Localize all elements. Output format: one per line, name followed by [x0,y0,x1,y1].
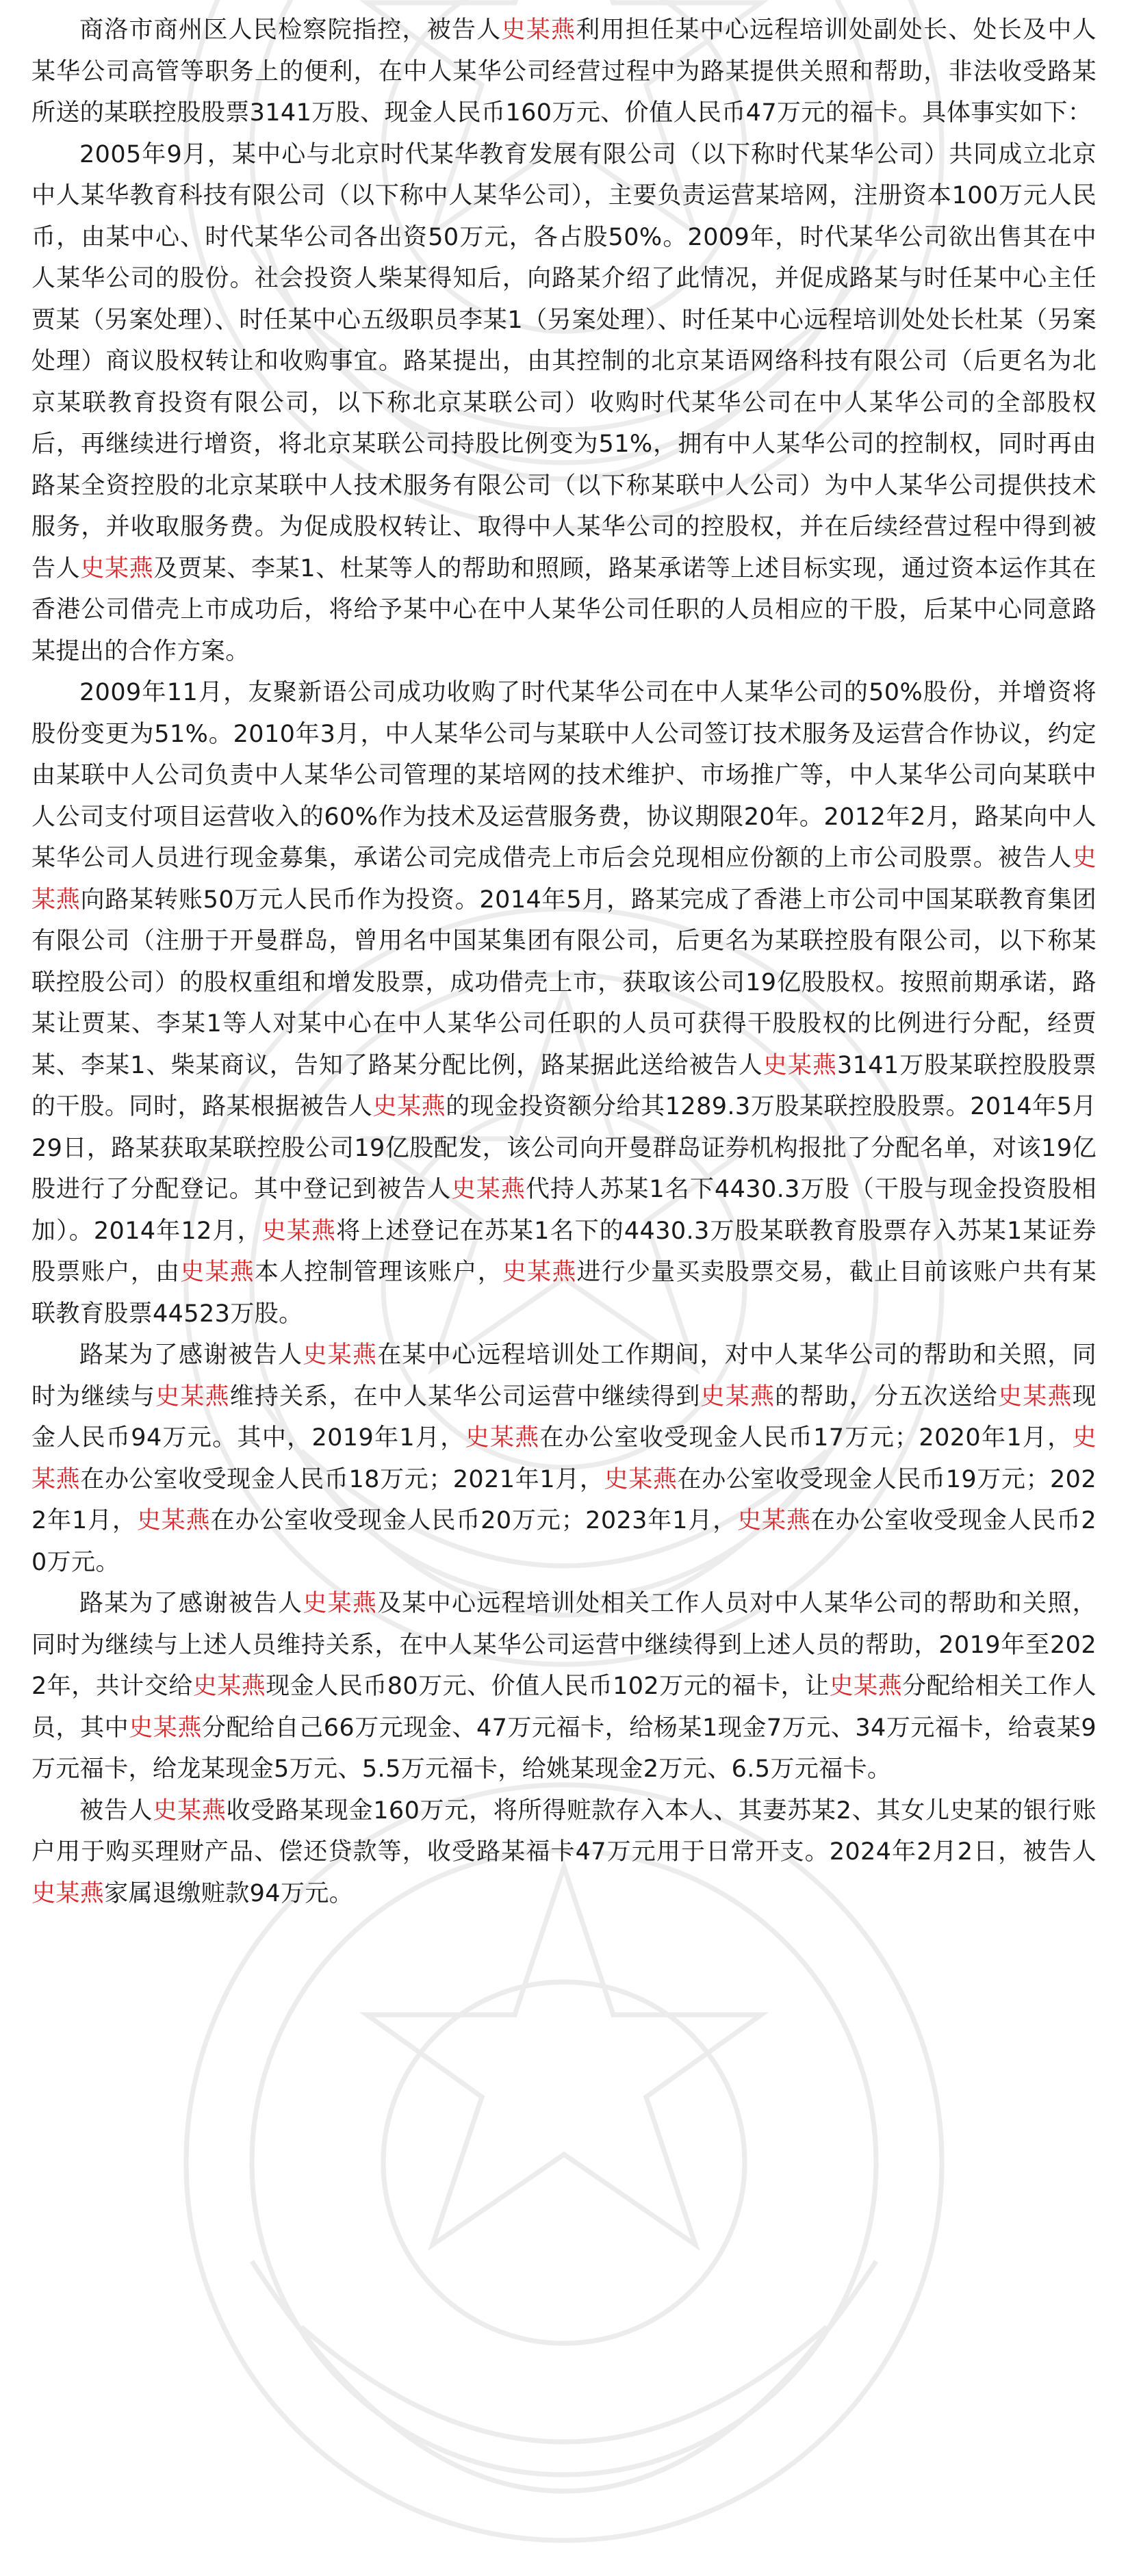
highlighted-name: 史某燕 [604,1465,678,1493]
paragraph-company-background: 2005年9月，某中心与北京时代某华教育发展有限公司（以下称时代某华公司）共同成立北京中人某华教育科技有限公司（以下称中人某华公司），主要负责运营某培网，注册资本100万元人民币，由某中心、时代某华公司各出资50万元，各占股50%。2009年，时代某华公司欲出售其在中人某华公司的股份。社会投资人柴某得知后，向路某介绍了此情况，并促成路某与时任某中心主任贾某（另案处理）、时任某中心五级职员李某1（另案处理）、时任某中心远程培训处处长杜某（另案处理）商议股权转让和收购事宜。路某提出，由其控制的北京某语网络科技有限公司（后更名为北京某联教育投资有限公司，以下称北京某联公司）收购时代某华公司在中人某华公司的全部股权后，再继续进行增资，将北京某联公司持股比例变为51%，拥有中人某华公司的控制权，同时再由路某全资控股的北京某联中人技术服务有限公司（以下称某联中人公司）为中人某华公司提供技术服务，并收取服务费。为促成股权转让、取得中人某华公司的控股权，并在后续经营过程中得到被告人史某燕及贾某、李某1、杜某等人的帮助和照顾，路某承诺等上述目标实现，通过资本运作其在香港公司借壳上市成功后，将给予某中心在中人某华公司任职的人员相应的干股，后某中心同意路某提出的合作方案。 [31,140,1097,665]
highlighted-name: 史某燕 [501,16,576,44]
highlighted-name: 史某燕 [155,1382,230,1411]
highlighted-name: 史某燕 [129,1714,202,1742]
highlighted-name: 史某燕 [153,1796,227,1825]
paragraph-share-acquisition: 2009年11月，友聚新语公司成功收购了时代某华公司在中人某华公司的50%股份，并增资将股份变更为51%。2010年3月，中人某华公司与某联中人公司签订技术服务及运营合作协议，约定由某联中人公司负责中人某华公司管理的某培网的技术维护、市场推广等，中人某华公司向某联中人公司支付项目运营收入的60%作为技术及运营服务费，协议期限20年。2012年2月，路某向中人某华公司人员进行现金募集，承诺公司完成借壳上市后会兑现相应份额的上市公司股票。被告人史某燕向路某转账50万元人民币作为投资。2014年5月，路某完成了香港上市公司中国某联教育集团有限公司（注册于开曼群岛，曾用名中国某集团有限公司，后更名为某联控股有限公司，以下称某联控股公司）的股权重组和增发股票，成功借壳上市，获取该公司19亿股股权。按照前期承诺，路某让贾某、李某1等人对某中心在中人某华公司任职的人员可获得干股股权的比例进行分配，经贾某、李某1、柴某商议，告知了路某分配比例，路某据此送给被告人史某燕3141万股某联控股股票的干股。同时，路某根据被告人史某燕的现金投资额分给其1289.3万股某联控股股票。2014年5月29日，路某获取某联控股公司19亿股配发，该公司向开曼群岛证券机构报批了分配名单，对该19亿股进行了分配登记。其中登记到被告人史某燕代持人苏某1名下4430.3万股（干股与现金投资股相加）。2014年12月，史某燕将上述登记在苏某1名下的4430.3万股某联教育股票存入苏某1某证券股票账户，由史某燕本人控制管理该账户，史某燕进行少量买卖股票交易，截止目前该账户共有某联教育股票44523万股。 [31,679,1097,1328]
highlighted-name: 史某燕 [80,554,154,582]
highlighted-name: 史某燕 [31,845,1097,914]
paragraph-cash-gifts: 路某为了感谢被告人史某燕在某中心远程培训处工作期间，对中人某华公司的帮助和关照，同时为继续与史某燕维持关系，在中人某华公司运营中继续得到史某燕的帮助，分五次送给史某燕现金人民币94万元。其中，2019年1月，史某燕在办公室收受现金人民币17万元；2020年1月，史某燕在办公室收受现金人民币18万元；2021年1月，史某燕在办公室收受现金人民币19万元；2022年1月，史某燕在办公室收受现金人民币20万元；2023年1月，史某燕在办公室收受现金人民币20万元。 [31,1341,1097,1576]
paragraph-proceeds-use: 被告人史某燕收受路某现金160万元，将所得赃款存入本人、其妻苏某2、其女儿史某的银行账户用于购买理财产品、偿还贷款等，收受路某福卡47万元用于日常开支。2024年2月2日，被告人史某燕家属退缴赃款94万元。 [31,1796,1097,1907]
highlighted-name: 史某燕 [180,1259,255,1286]
highlighted-name: 史某燕 [192,1673,266,1700]
highlighted-name: 史某燕 [451,1176,526,1203]
highlighted-name: 史某燕 [31,1424,1097,1493]
highlighted-name: 史某燕 [303,1341,378,1369]
highlighted-name: 史某燕 [502,1259,577,1286]
highlighted-name: 史某燕 [372,1093,446,1120]
paragraph-indictment-summary: 商洛市商州区人民检察院指控，被告人史某燕利用担任某中心远程培训处副处长、处长及中人某华公司高管等职务上的便利，在中人某华公司经营过程中为路某提供关照和帮助，非法收受路某所送的某联控股股票3141万股、现金人民币160万元、价值人民币47万元的福卡。具体事实如下： [31,16,1097,127]
highlighted-name: 史某燕 [303,1590,378,1617]
highlighted-name: 史某燕 [261,1217,337,1245]
highlighted-name: 史某燕 [31,1879,105,1907]
paragraph-cards-distribution: 路某为了感谢被告人史某燕及某中心远程培训处相关工作人员对中人某华公司的帮助和关照，同时为继续与上述人员维持关系，在中人某华公司运营中继续得到上述人员的帮助，2019年至2022年，共计交给史某燕现金人民币80万元、价值人民币102万元的福卡，让史某燕分配给相关工作人员，其中史某燕分配给自己66万元现金、47万元福卡，给杨某1现金7万元、34万元福卡，给袁某9万元福卡，给龙某现金5万元、5.5万元福卡，给姚某现金2万元、6.5万元福卡。 [31,1590,1097,1783]
highlighted-name: 史某燕 [998,1382,1073,1411]
highlighted-name: 史某燕 [762,1051,837,1079]
highlighted-name: 史某燕 [136,1507,211,1534]
highlighted-name: 史某燕 [465,1424,540,1452]
highlighted-name: 史某燕 [737,1507,811,1534]
highlighted-name: 史某燕 [700,1382,776,1411]
highlighted-name: 史某燕 [829,1673,903,1700]
